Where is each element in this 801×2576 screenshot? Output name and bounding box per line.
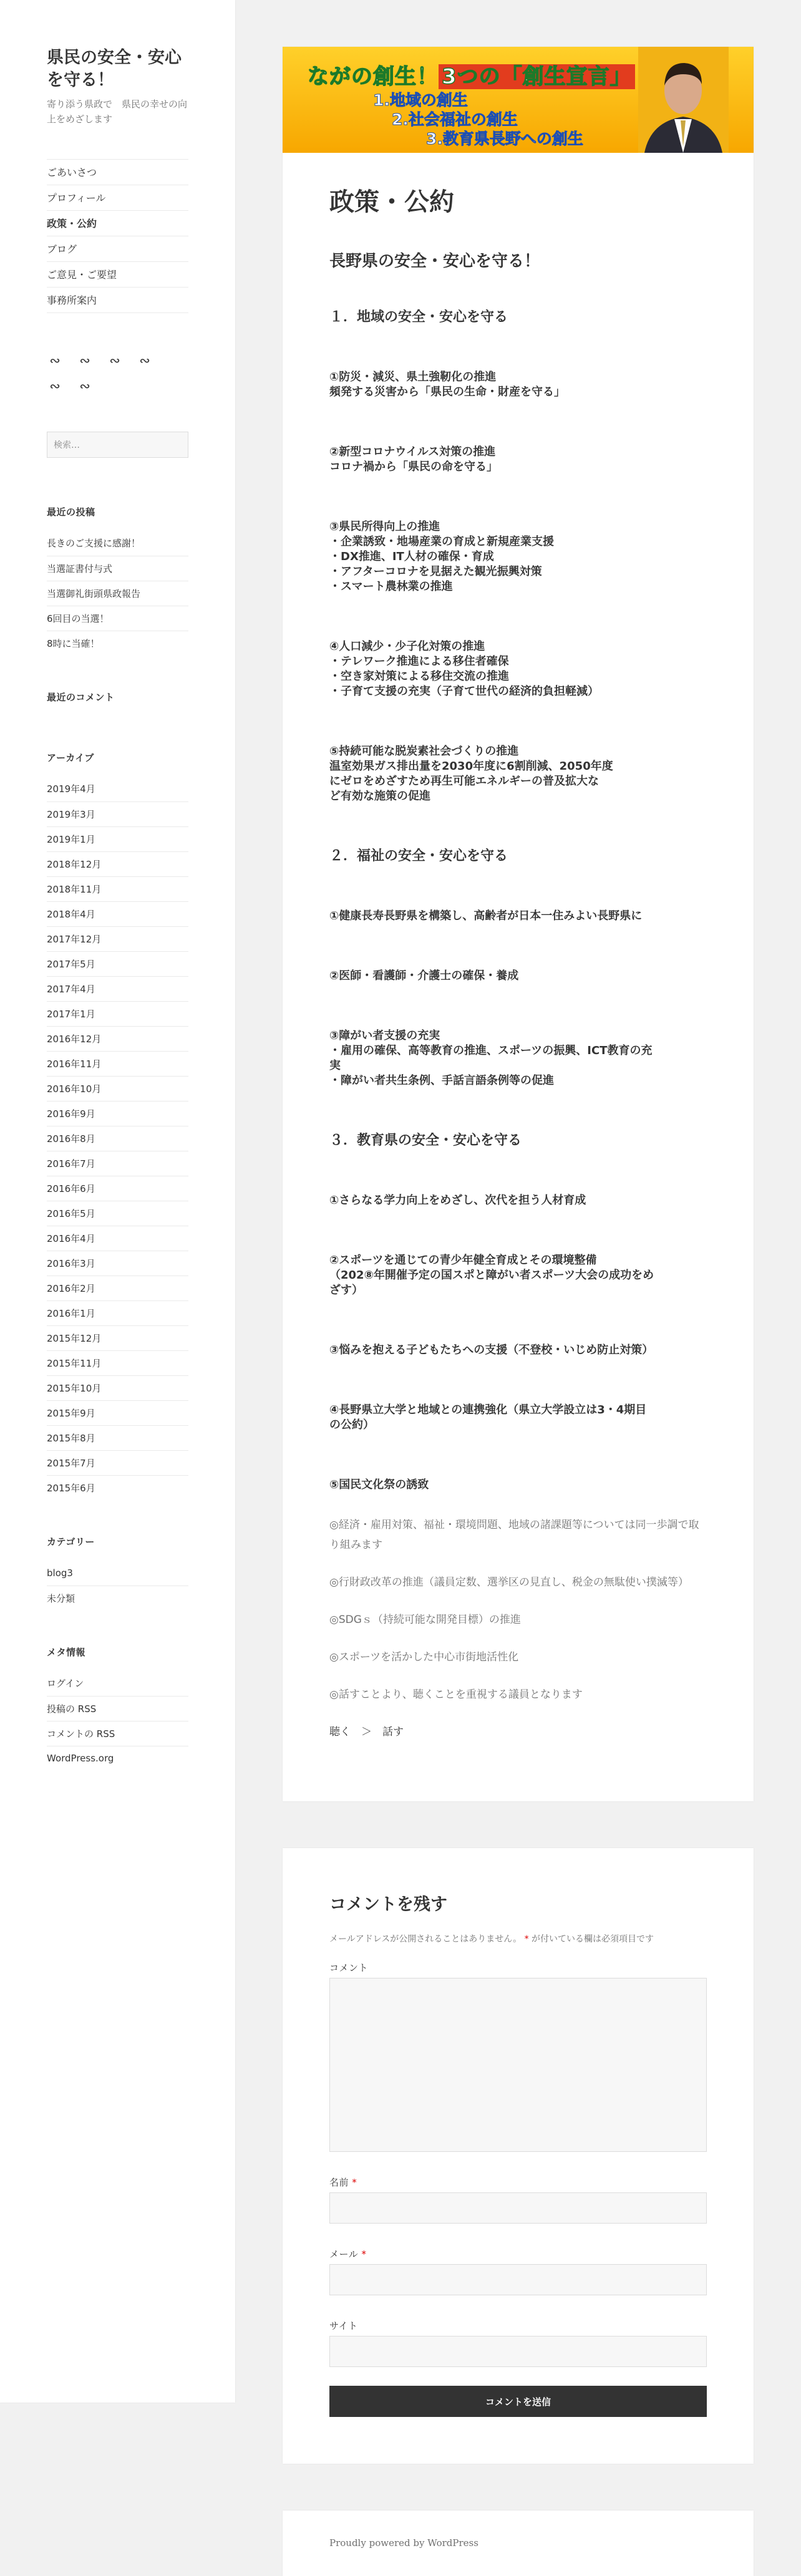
archive-link[interactable]: 2016年3月 bbox=[47, 1251, 188, 1276]
link-icon[interactable]: ∾ bbox=[79, 352, 90, 368]
search-input[interactable] bbox=[47, 432, 188, 458]
social-links bbox=[47, 354, 181, 393]
widget-title: 最近の投稿 bbox=[47, 506, 95, 518]
link-icon[interactable]: ∾ bbox=[49, 378, 61, 394]
category-link[interactable]: blog3 bbox=[47, 1567, 73, 1579]
site-title[interactable]: 県民の安全・安心を守る！ bbox=[47, 48, 182, 90]
archive-link[interactable]: 2015年9月 bbox=[47, 1400, 188, 1425]
archive-link[interactable]: 2016年6月 bbox=[47, 1176, 188, 1201]
link-icon[interactable]: ∾ bbox=[79, 378, 90, 394]
archive-link[interactable]: 2017年12月 bbox=[47, 926, 188, 951]
widget-title: 最近のコメント bbox=[47, 691, 115, 703]
policy-note: ◎行財政改革の推進（議員定数、選挙区の見直し、税金の無駄使い撲滅等） bbox=[329, 1576, 689, 1589]
policy-item: ①防災・減災、県土強靭化の推進 頻発する災害から「県民の生命・財産を守る」 bbox=[329, 370, 565, 399]
archive-link[interactable]: 2017年5月 bbox=[47, 951, 188, 976]
archive-link[interactable]: 2015年7月 bbox=[47, 1450, 188, 1475]
section-heading: ２．福祉の安全・安心を守る bbox=[329, 848, 508, 864]
comment-label: コメント bbox=[329, 1962, 369, 1973]
archive-link[interactable]: 2016年11月 bbox=[47, 1051, 188, 1076]
link-icon[interactable]: ∾ bbox=[109, 352, 120, 368]
page-title: 政策・公約 bbox=[329, 188, 454, 216]
policy-blocks bbox=[329, 310, 707, 1493]
archive-link[interactable]: 2016年5月 bbox=[47, 1201, 188, 1226]
menu-item-greeting[interactable]: ごあいさつ bbox=[47, 160, 188, 185]
policy-notes bbox=[329, 1515, 707, 1742]
email-field-wrap bbox=[329, 2247, 707, 2295]
policy-note: 聴く ＞ 話す bbox=[329, 1726, 404, 1738]
recent-post-link[interactable]: 8時に当確！ bbox=[47, 631, 188, 656]
policy-item: ②新型コロナウイルス対策の推進 コロナ禍から「県民の命を守る」 bbox=[329, 445, 498, 473]
recent-post-link[interactable]: 長きのご支援に感謝！ bbox=[47, 538, 141, 550]
recent-posts-widget bbox=[47, 505, 188, 656]
menu-item-blog[interactable]: ブログ bbox=[47, 236, 188, 262]
recent-post-link[interactable]: 当選証書付与式 bbox=[47, 556, 188, 581]
meta-link[interactable]: コメントの RSS bbox=[47, 1721, 188, 1746]
archive-link[interactable]: 2016年12月 bbox=[47, 1026, 188, 1051]
email-label: メール * bbox=[329, 2249, 367, 2260]
entry-content bbox=[283, 153, 754, 1801]
main-content bbox=[283, 47, 754, 2576]
category-link[interactable]: 未分類 bbox=[47, 1586, 188, 1610]
meta-widget bbox=[47, 1645, 188, 1771]
recent-post-link[interactable]: 当選御礼街頭県政報告 bbox=[47, 581, 188, 606]
policy-item: ⑤持続可能な脱炭素社会づくりの推進 温室効果ガス排出量を2030年度に6割削減、2050年度 にゼロをめざすため再生可能エネルギーの普及拡大な ど有効な施策の促進 bbox=[329, 745, 613, 803]
archive-link[interactable]: 2018年12月 bbox=[47, 851, 188, 876]
widget-title: カテゴリー bbox=[47, 1536, 95, 1547]
name-label: 名前 * bbox=[329, 2177, 357, 2188]
email-field[interactable] bbox=[329, 2264, 707, 2295]
menu-item-feedback[interactable]: ご意見・ご要望 bbox=[47, 262, 188, 288]
widget-title: アーカイブ bbox=[47, 752, 94, 763]
archive-link[interactable]: 2015年11月 bbox=[47, 1350, 188, 1375]
archive-link[interactable]: 2016年2月 bbox=[47, 1276, 188, 1300]
menu-item-policy[interactable]: 政策・公約 bbox=[47, 211, 188, 236]
policy-item: ②医師・看護師・介護士の確保・養成 bbox=[329, 969, 519, 982]
comment-notes: メールアドレスが公開されることはありません。 * が付いている欄は必須項目です bbox=[329, 1934, 654, 1944]
meta-list bbox=[47, 1671, 188, 1771]
policy-item: ①健康長寿長野県を構築し、高齢者が日本一住みよい長野県に bbox=[329, 909, 643, 922]
archive-link[interactable]: 2016年8月 bbox=[47, 1126, 188, 1151]
archives-widget bbox=[47, 751, 188, 1500]
widget-title: メタ情報 bbox=[47, 1646, 86, 1658]
policy-item: ⑤国民文化祭の誘致 bbox=[329, 1478, 429, 1491]
archive-link[interactable]: 2016年4月 bbox=[47, 1226, 188, 1251]
comment-field bbox=[329, 1961, 707, 2152]
header-banner bbox=[283, 47, 754, 153]
site-description: 寄り添う県政で 県民の幸せの向上をめざします bbox=[47, 98, 188, 125]
archive-link[interactable]: 2019年4月 bbox=[47, 783, 95, 795]
site-footer bbox=[283, 2511, 754, 2576]
archive-link[interactable]: 2016年1月 bbox=[47, 1300, 188, 1325]
archive-link[interactable]: 2017年1月 bbox=[47, 1001, 188, 1026]
portrait-image bbox=[638, 47, 729, 153]
submit-comment-button[interactable]: コメントを送信 bbox=[329, 2386, 707, 2417]
archive-link[interactable]: 2015年6月 bbox=[47, 1475, 188, 1500]
categories-widget bbox=[47, 1535, 188, 1610]
search-placeholder: 検索… bbox=[54, 440, 80, 450]
recent-post-link[interactable]: 6回目の当選！ bbox=[47, 606, 188, 631]
archive-link[interactable]: 2016年10月 bbox=[47, 1076, 188, 1101]
name-input[interactable] bbox=[329, 2192, 707, 2224]
lead-heading: 長野県の安全・安心を守る！ bbox=[329, 252, 541, 271]
sidebar bbox=[0, 0, 235, 2403]
main-menu bbox=[47, 159, 188, 313]
section-heading: １．地域の安全・安心を守る bbox=[329, 309, 508, 325]
archive-link[interactable]: 2015年12月 bbox=[47, 1325, 188, 1350]
archive-link[interactable]: 2016年9月 bbox=[47, 1101, 188, 1126]
url-field-wrap bbox=[329, 2319, 707, 2367]
policy-item: ④人口減少・少子化対策の推進 ・テレワーク推進による移住者確保 ・空き家対策による移住交流の推進 ・子育て支援の充実（子育て世代の経済的負担軽減） bbox=[329, 640, 599, 698]
category-list bbox=[47, 1561, 188, 1610]
site-label: サイト bbox=[329, 2320, 358, 2331]
policy-item: ③障がい者支援の充実 ・雇用の確保、高等教育の推進、スポーツの振興、ICT教育の充 実 ・障がい者共生条例、手話言語条例等の促進 bbox=[329, 1029, 653, 1087]
policy-note: ◎話すことより、聴くことを重視する議員となります bbox=[329, 1688, 583, 1701]
policy-item: ②スポーツを通じての青少年健全育成とその環境整備 （202⑧年開催予定の国スポと障がい者スポーツ大会の成功をめ ざす） bbox=[329, 1254, 654, 1297]
meta-link[interactable]: WordPress.org bbox=[47, 1746, 188, 1771]
meta-link[interactable]: 投稿の RSS bbox=[47, 1696, 188, 1721]
policy-item: ③県民所得向上の推進 ・企業誘致・地場産業の育成と新規産業支援 ・DX推進、IT人材の確保・育成 ・アフターコロナを見据えた観光振興対策 ・スマート農林業の推進 bbox=[329, 520, 554, 593]
author-field bbox=[329, 2176, 707, 2224]
link-icon[interactable]: ∾ bbox=[49, 352, 61, 368]
archive-link[interactable]: 2017年4月 bbox=[47, 976, 188, 1001]
policy-note: ◎SDGｓ（持続可能な開発目標）の推進 bbox=[329, 1614, 521, 1626]
menu-item-office[interactable]: 事務所案内 bbox=[47, 288, 188, 313]
policy-item: ④長野県立大学と地域との連携強化（県立大学設立は3・4期目 の公約） bbox=[329, 1403, 647, 1431]
banner-title: ながの創生！ 3つの「創生宣言」 bbox=[308, 59, 635, 90]
archive-link[interactable]: 2018年11月 bbox=[47, 876, 188, 901]
section-heading: ３．教育県の安全・安心を守る bbox=[329, 1133, 522, 1148]
policy-item: ③悩みを抱える子どもたちへの支援（不登校・いじめ防止対策） bbox=[329, 1344, 654, 1357]
recent-comments-widget bbox=[47, 690, 188, 704]
reply-title: コメントを残す bbox=[329, 1895, 447, 1914]
archive-link[interactable]: 2019年3月 bbox=[47, 801, 188, 826]
archive-list bbox=[47, 777, 188, 1500]
archive-link[interactable]: 2018年4月 bbox=[47, 901, 188, 926]
footer-credit-link[interactable]: Proudly powered by WordPress bbox=[329, 2537, 478, 2549]
link-icon[interactable]: ∾ bbox=[139, 352, 150, 368]
site-input[interactable] bbox=[329, 2336, 707, 2367]
archive-link[interactable]: 2015年8月 bbox=[47, 1425, 188, 1450]
archive-link[interactable]: 2016年7月 bbox=[47, 1151, 188, 1176]
policy-note: ◎経済・雇用対策、福祉・環境問題、地域の諸課題等については同一歩調で取り組みます bbox=[329, 1519, 699, 1551]
recent-posts-list bbox=[47, 531, 188, 656]
comment-textarea[interactable] bbox=[329, 1978, 707, 2152]
meta-link[interactable]: ログイン bbox=[47, 1678, 84, 1690]
policy-note: ◎スポーツを活かした中心市街地活性化 bbox=[329, 1651, 519, 1663]
policy-item: ①さらなる学力向上をめざし、次代を担う人材育成 bbox=[329, 1194, 586, 1207]
archive-link[interactable]: 2019年1月 bbox=[47, 826, 188, 851]
archive-link[interactable]: 2015年10月 bbox=[47, 1375, 188, 1400]
comment-form bbox=[283, 1848, 754, 2464]
banner-lines: 1.地域の創生 2.社会福祉の創生 3.教育県長野への創生 bbox=[373, 91, 583, 148]
menu-item-profile[interactable]: プロフィール bbox=[47, 185, 188, 211]
article bbox=[283, 47, 754, 1801]
